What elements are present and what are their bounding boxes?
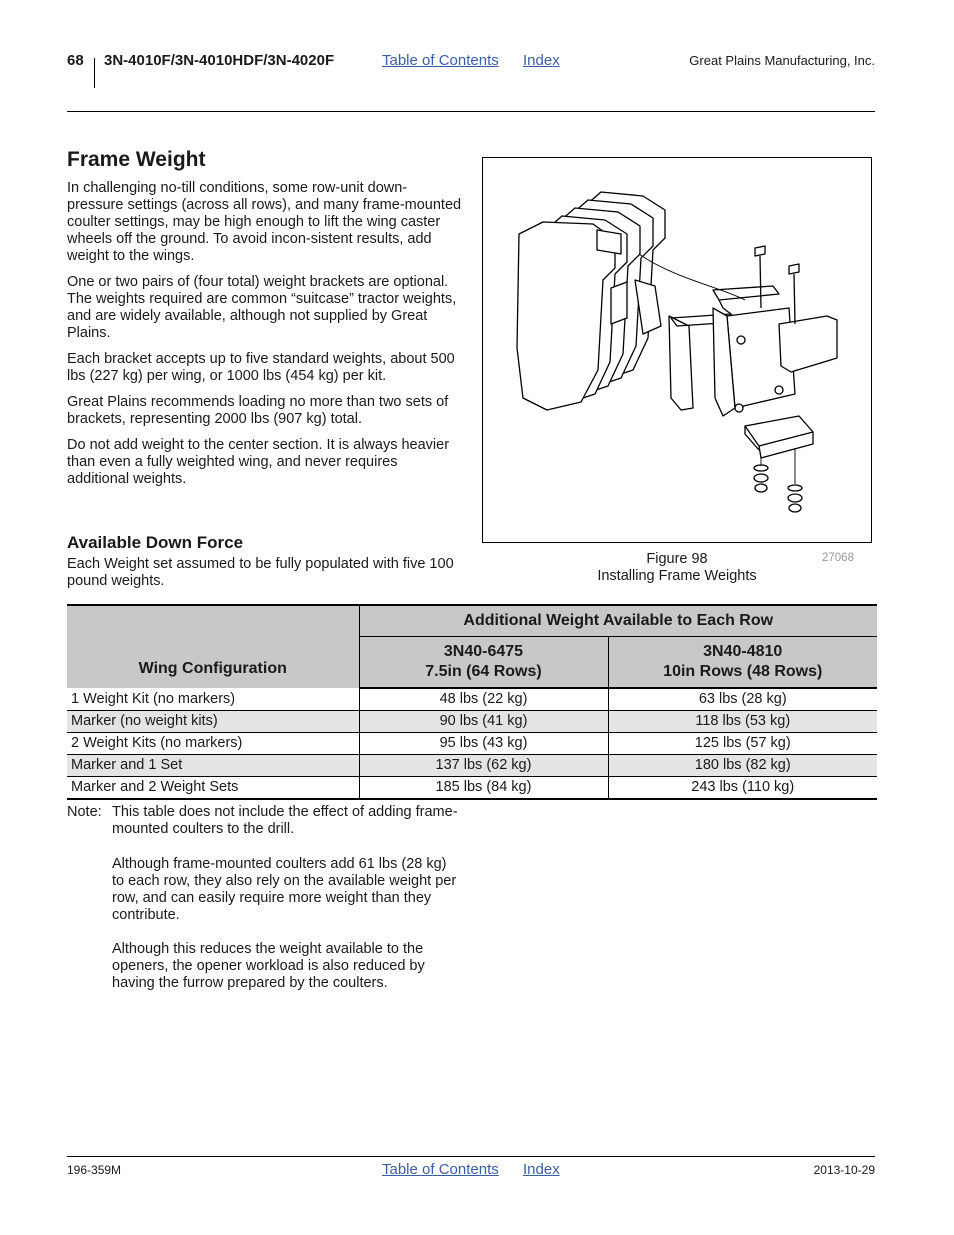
cell-config: 1 Weight Kit (no markers) xyxy=(67,688,359,711)
footer-index-link[interactable]: Index xyxy=(523,1161,560,1178)
cell-config: 2 Weight Kits (no markers) xyxy=(67,733,359,755)
company-name: Great Plains Manufacturing, Inc. xyxy=(689,53,875,68)
weight-bracket-illustration xyxy=(483,158,871,542)
subsection-text: Each Weight set assumed to be fully populated with five 100 pound weights. xyxy=(67,556,454,589)
figure-number: Figure 98 xyxy=(646,551,708,567)
table-row xyxy=(67,688,877,711)
cell-value: 63 lbs (28 kg) xyxy=(608,688,877,711)
cell-value: 125 lbs (57 kg) xyxy=(608,733,877,755)
header-divider xyxy=(94,58,95,88)
footer-rule xyxy=(67,1156,875,1157)
note-paragraph: Although this reduces the weight available to the openers, the opener workload is also reduced by having the furrow prepared by the coulters. xyxy=(112,941,425,991)
footer-toc-link[interactable]: Table of Contents xyxy=(382,1161,499,1178)
figure-frame xyxy=(482,157,872,543)
header-rule xyxy=(67,111,875,112)
paragraph: Do not add weight to the center section. It is always heavier than even a fully weighted wing, and never requires additional weights. xyxy=(67,437,450,487)
cell-value: 48 lbs (22 kg) xyxy=(359,688,608,711)
cell-value: 180 lbs (82 kg) xyxy=(608,755,877,777)
group-header: Additional Weight Available to Each Row xyxy=(359,606,877,637)
cell-value: 243 lbs (110 kg) xyxy=(608,777,877,800)
doc-number: 196-359M xyxy=(67,1163,122,1177)
down-force-table xyxy=(67,604,877,800)
table-row xyxy=(67,755,877,777)
cell-value: 95 lbs (43 kg) xyxy=(359,733,608,755)
page-number: 68 xyxy=(67,52,84,69)
paragraph: Great Plains recommends loading no more than two sets of brackets, representing 2000 lbs (907 kg) total. xyxy=(67,394,449,427)
table-row xyxy=(67,733,877,755)
wing-config-header: Wing Configuration xyxy=(67,606,359,688)
header-toc-link[interactable]: Table of Contents xyxy=(382,52,499,69)
paragraph: Each bracket accepts up to five standard weights, about 500 lbs (227 kg) per wing, or 1000 lbs (454 kg) per kit. xyxy=(67,351,455,384)
paragraph: One or two pairs of (four total) weight brackets are optional. The weights required are common “suitcase” tractor weights, and are widely available, although not supplied by Great Plains. xyxy=(67,274,457,341)
col-header-4810: 3N40-4810 10in Rows (48 Rows) xyxy=(608,637,877,689)
cell-value: 118 lbs (53 kg) xyxy=(608,711,877,733)
cell-config: Marker and 1 Set xyxy=(67,755,359,777)
section-title: Frame Weight xyxy=(67,148,206,171)
subsection-title: Available Down Force xyxy=(67,533,244,552)
table-row xyxy=(67,777,877,800)
note-label: Note: xyxy=(67,804,102,820)
doc-date: 2013-10-29 xyxy=(813,1163,875,1177)
model-title: 3N-4010F/3N-4010HDF/3N-4020F xyxy=(104,52,335,69)
figure-caption: Installing Frame Weights xyxy=(597,568,757,584)
table-row xyxy=(67,711,877,733)
note-paragraph: This table does not include the effect of adding frame-mounted coulters to the drill. xyxy=(112,804,458,837)
cell-value: 185 lbs (84 kg) xyxy=(359,777,608,800)
col-header-6475: 3N40-6475 7.5in (64 Rows) xyxy=(359,637,608,689)
note-paragraph: Although frame-mounted coulters add 61 lbs (28 kg) to each row, they also rely on the available weight per row, and can easily require more weight than they contribute. xyxy=(112,856,457,923)
cell-value: 90 lbs (41 kg) xyxy=(359,711,608,733)
paragraph: In challenging no-till conditions, some row-unit down-pressure settings (across all rows), and many frame-mounted coulter settings, may be high enough to lift the wing caster wheels off the ground. To avoid incon-sistent results, add weight to the wings. xyxy=(67,180,462,264)
header-index-link[interactable]: Index xyxy=(523,52,560,69)
cell-config: Marker and 2 Weight Sets xyxy=(67,777,359,800)
cell-config: Marker (no weight kits) xyxy=(67,711,359,733)
cell-value: 137 lbs (62 kg) xyxy=(359,755,608,777)
figure-id: 27068 xyxy=(822,552,854,564)
